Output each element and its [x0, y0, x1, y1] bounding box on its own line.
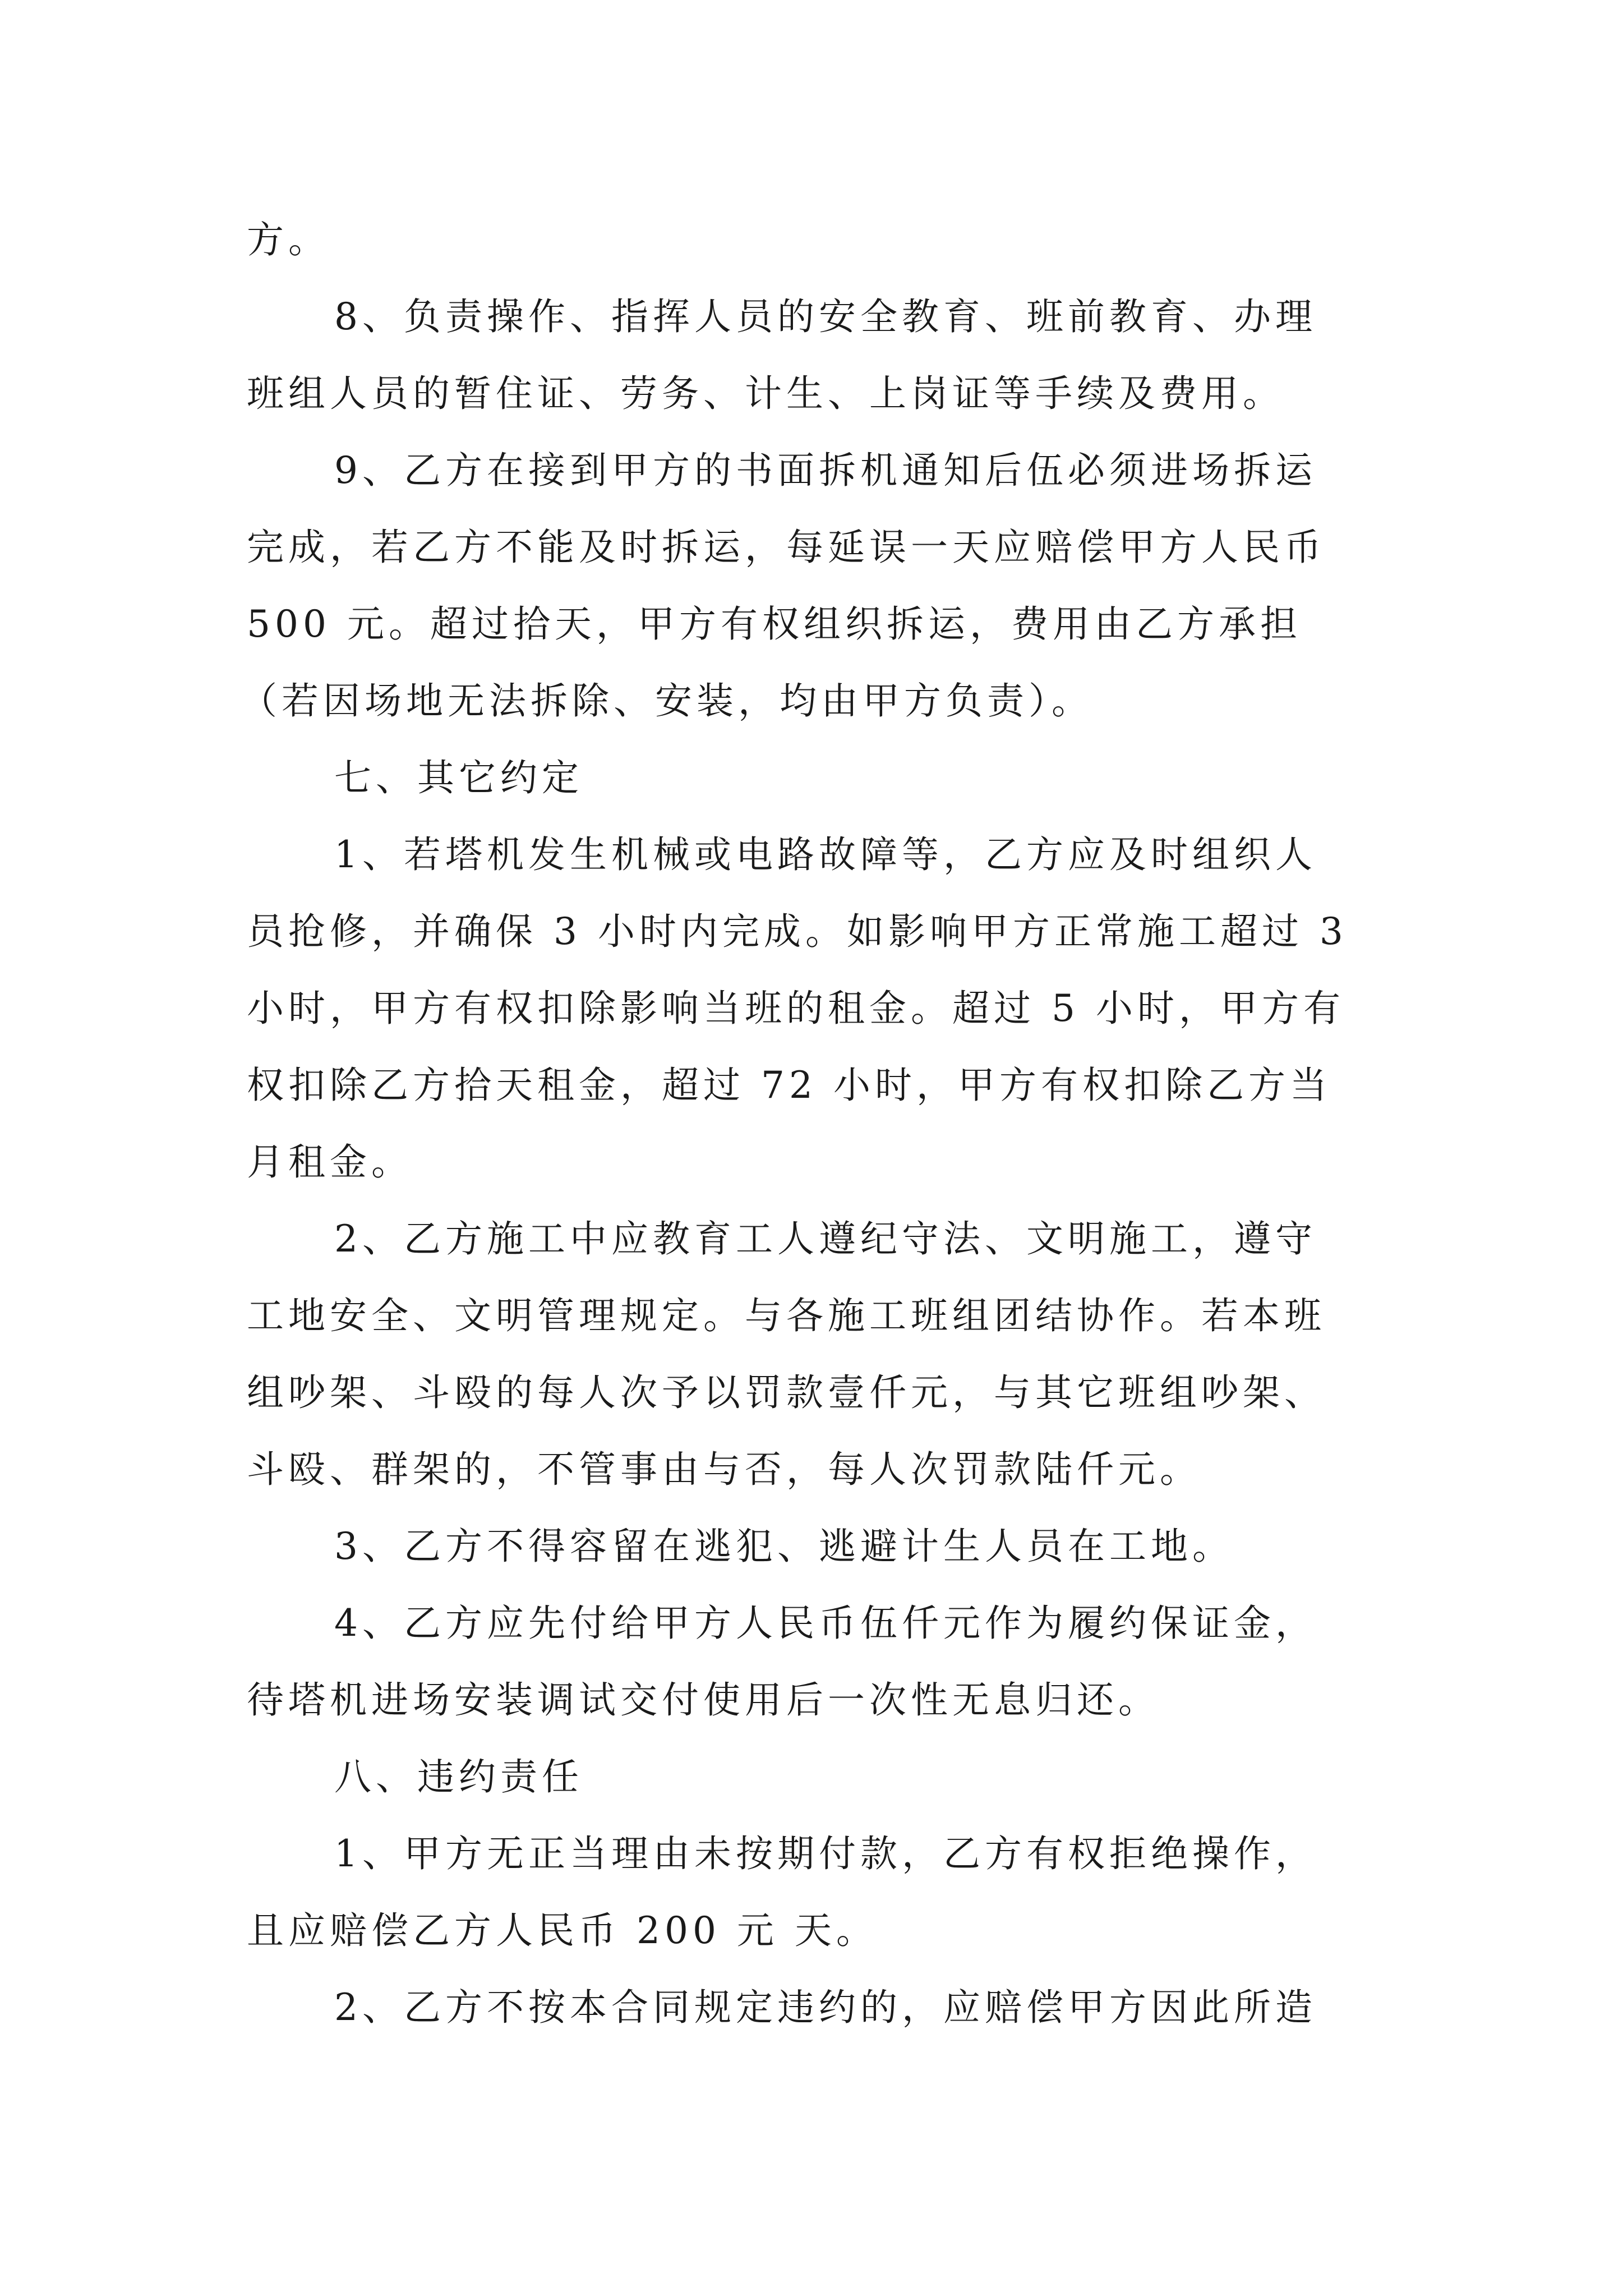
text-line: （若因场地无法拆除、安装，均由甲方负责）。: [240, 679, 1093, 723]
text-line: 2、乙方施工中应教育工人遵纪守法、文明施工，遵守: [334, 1217, 1317, 1260]
text-line: 500 元。超过拾天，甲方有权组织拆运，费用由乙方承担: [247, 602, 1302, 646]
text-line: 1、甲方无正当理由未按期付款，乙方有权拒绝操作，: [334, 1832, 1317, 1875]
text-line: 小时，甲方有权扣除影响当班的租金。超过 5 小时，甲方有: [247, 987, 1345, 1030]
text-line: 4、乙方应先付给甲方人民币伍仟元作为履约保证金，: [334, 1602, 1317, 1645]
text-line: 权扣除乙方拾天租金，超过 72 小时，甲方有权扣除乙方当: [247, 1064, 1331, 1107]
text-line: 待塔机进场安装调试交付使用后一次性无息归还。: [247, 1678, 1160, 1722]
text-line: 9、乙方在接到甲方的书面拆机通知后伍必须进场拆运: [334, 449, 1317, 492]
text-line: 员抢修，并确保 3 小时内完成。如影响甲方正常施工超过 3: [247, 910, 1348, 953]
text-line: 8、负责操作、指挥人员的安全教育、班前教育、办理: [334, 295, 1317, 338]
text-line: 组吵架、斗殴的每人次予以罚款壹仟元，与其它班组吵架、: [247, 1371, 1326, 1414]
section-heading: 八、违约责任: [334, 1755, 583, 1798]
text-line: 方。: [247, 218, 330, 261]
text-line: 且应赔偿乙方人民币 200 元 天。: [247, 1909, 878, 1952]
text-line: 3、乙方不得容留在逃犯、逃避计生人员在工地。: [334, 1525, 1234, 1568]
text-line: 班组人员的暂住证、劳务、计生、上岗证等手续及费用。: [247, 372, 1284, 415]
text-line: 1、若塔机发生机械或电路故障等，乙方应及时组织人: [334, 833, 1317, 876]
text-line: 完成，若乙方不能及时拆运，每延误一天应赔偿甲方人民币: [247, 526, 1326, 569]
text-line: 斗殴、群架的，不管事由与否，每人次罚款陆仟元。: [247, 1448, 1201, 1491]
text-line: 工地安全、文明管理规定。与各施工班组团结协作。若本班: [247, 1294, 1326, 1337]
section-heading: 七、其它约定: [334, 756, 583, 799]
text-line: 2、乙方不按本合同规定违约的，应赔偿甲方因此所造: [334, 1986, 1317, 2029]
text-line: 月租金。: [247, 1140, 413, 1184]
